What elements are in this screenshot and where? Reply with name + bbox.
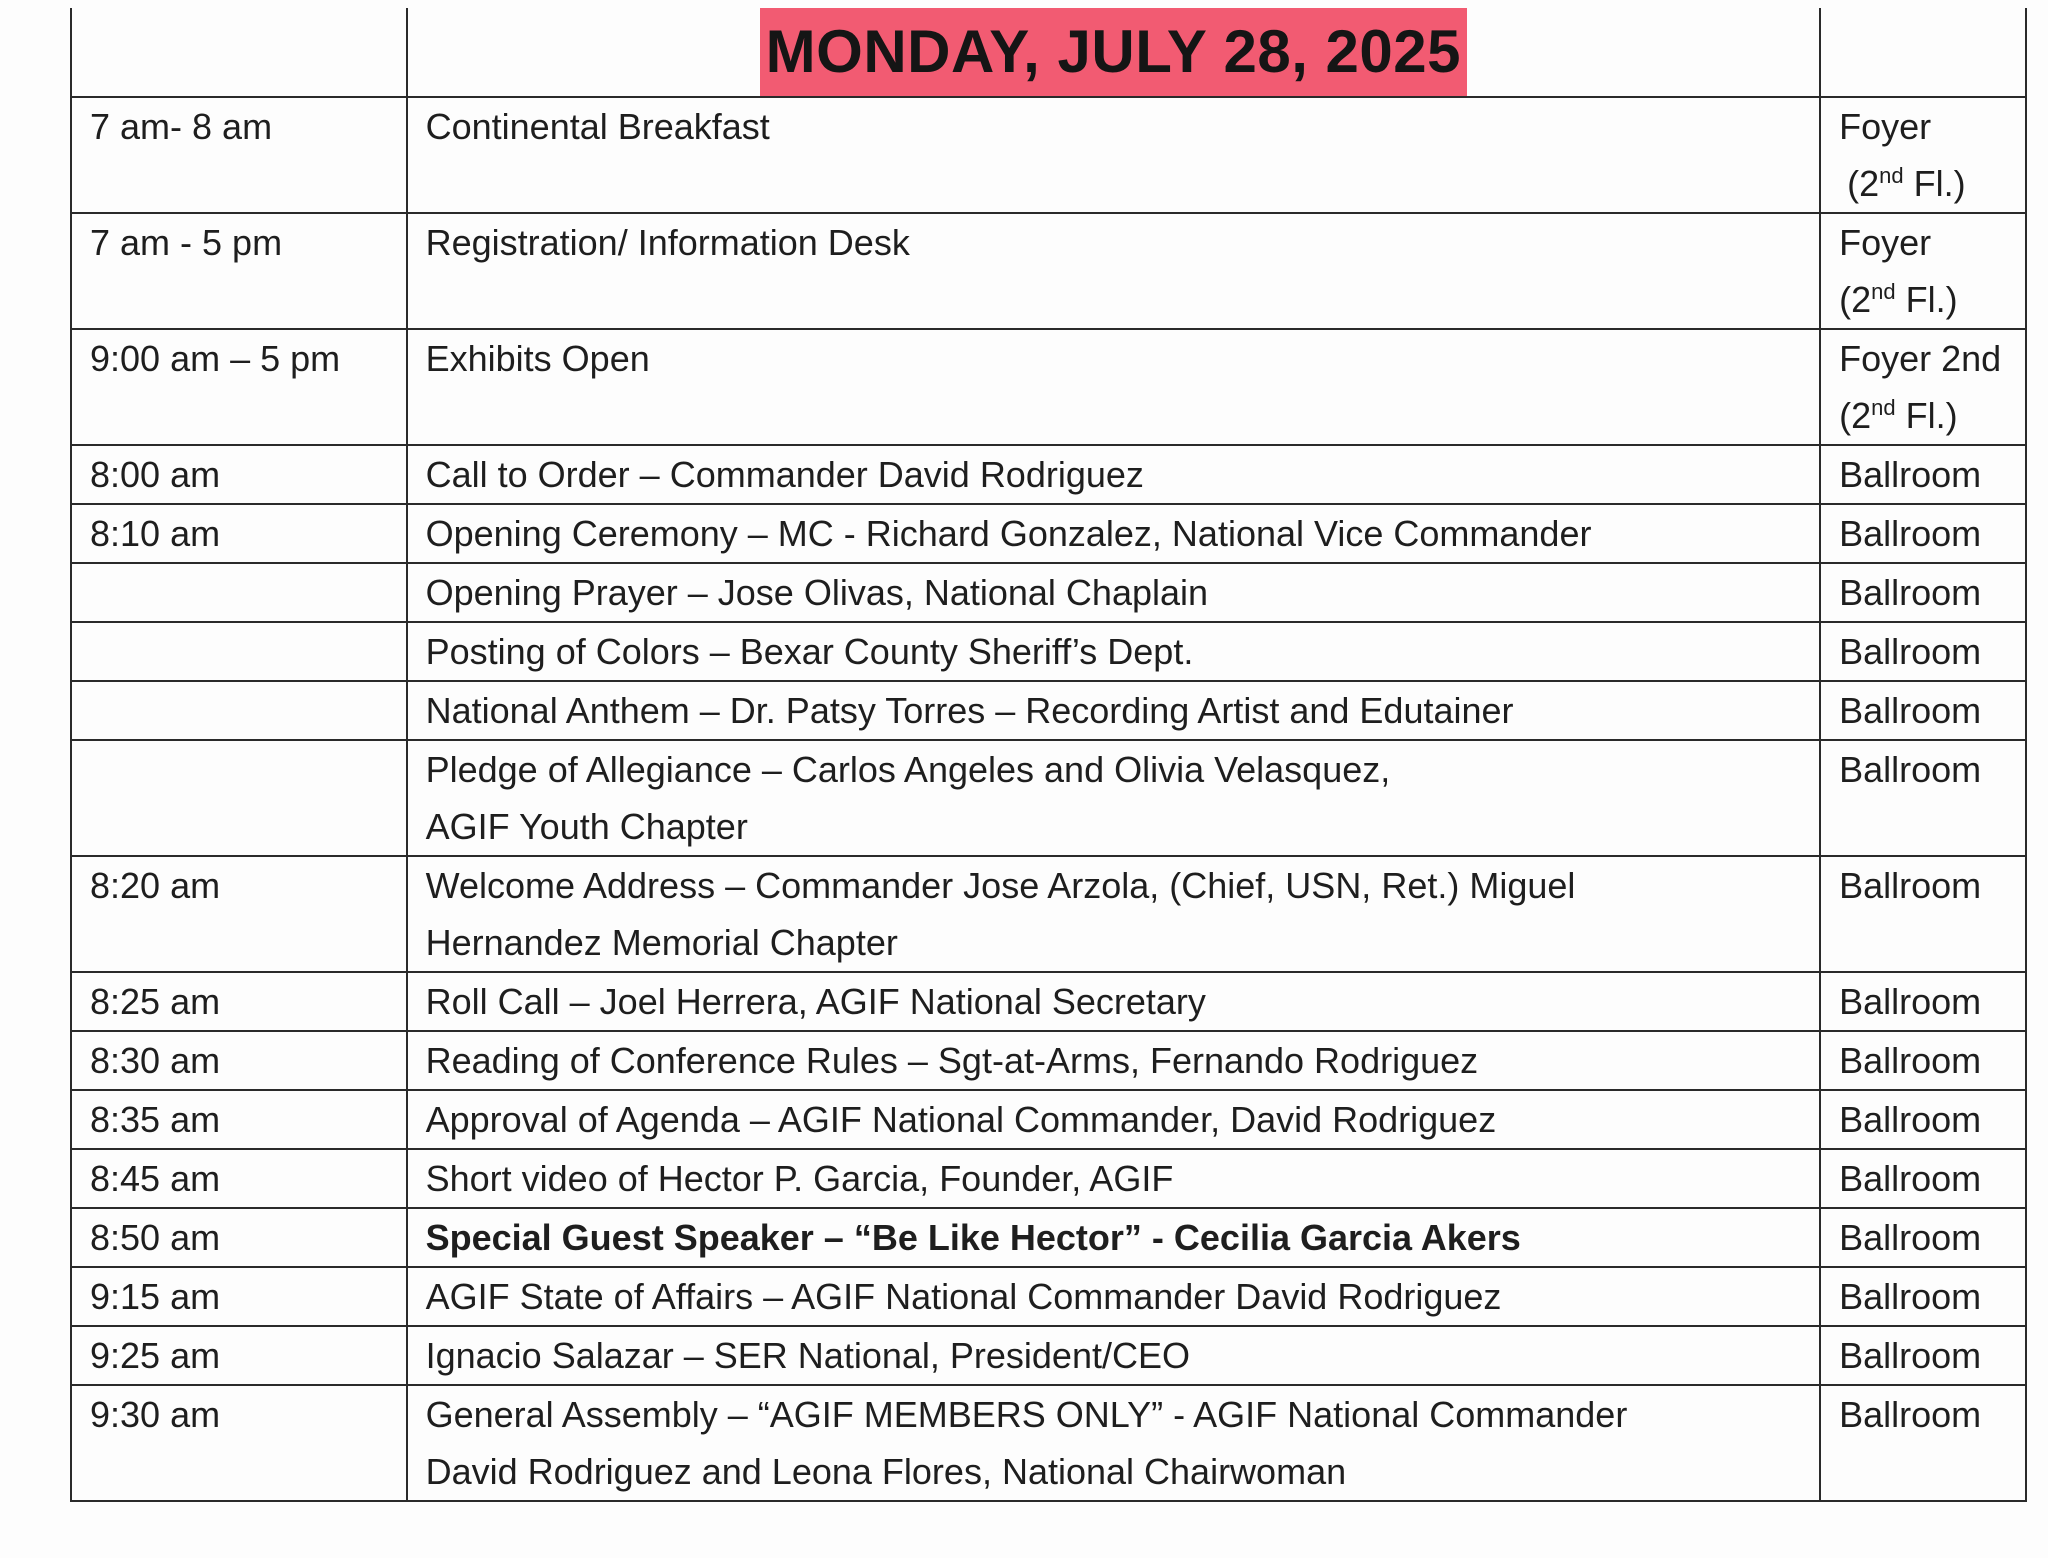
time-cell: 9:25 am bbox=[71, 1326, 407, 1385]
floor-ordinal: nd bbox=[1879, 163, 1904, 188]
location-cell: Ballroom bbox=[1820, 504, 2026, 563]
table-row bbox=[71, 97, 2026, 213]
time-cell: 7 am - 5 pm bbox=[71, 213, 407, 329]
location-line: Foyer bbox=[1839, 222, 1932, 263]
location-floor bbox=[1839, 155, 2025, 212]
event-cell: Opening Ceremony – MC - Richard Gonzalez, National Vice Commander bbox=[407, 504, 1820, 563]
event-cell: AGIF State of Affairs – AGIF National Commander David Rodriguez bbox=[407, 1267, 1820, 1326]
table-row bbox=[71, 213, 2026, 329]
table-row bbox=[71, 1031, 2026, 1090]
event-line: Welcome Address – Commander Jose Arzola, (Chief, USN, Ret.) Miguel bbox=[425, 865, 1576, 906]
table-row bbox=[71, 1208, 2026, 1267]
time-cell: 8:10 am bbox=[71, 504, 407, 563]
event-cell: Opening Prayer – Jose Olivas, National Chaplain bbox=[407, 563, 1820, 622]
event-cell: Continental Breakfast bbox=[407, 97, 1820, 213]
header-date-cell bbox=[407, 8, 1820, 97]
location-cell: Ballroom bbox=[1820, 1031, 2026, 1090]
location-cell: Ballroom bbox=[1820, 740, 2026, 856]
floor-prefix: (2 bbox=[1847, 163, 1880, 204]
floor-ordinal: nd bbox=[1871, 279, 1896, 304]
event-cell: Exhibits Open bbox=[407, 329, 1820, 445]
location-cell: Ballroom bbox=[1820, 563, 2026, 622]
table-row bbox=[71, 1326, 2026, 1385]
table-row bbox=[71, 1267, 2026, 1326]
table-header-row bbox=[71, 8, 2026, 97]
event-cell bbox=[407, 740, 1820, 856]
floor-ordinal: nd bbox=[1871, 395, 1896, 420]
table-row bbox=[71, 740, 2026, 856]
time-cell: 8:50 am bbox=[71, 1208, 407, 1267]
location-cell: Ballroom bbox=[1820, 1090, 2026, 1149]
time-cell: 8:00 am bbox=[71, 445, 407, 504]
event-cell: National Anthem – Dr. Patsy Torres – Recording Artist and Edutainer bbox=[407, 681, 1820, 740]
event-line: Hernandez Memorial Chapter bbox=[425, 922, 898, 963]
event-cell bbox=[407, 1385, 1820, 1501]
event-line: AGIF Youth Chapter bbox=[425, 806, 748, 847]
floor-suffix: Fl.) bbox=[1903, 163, 1966, 204]
event-cell: Posting of Colors – Bexar County Sheriff’s Dept. bbox=[407, 622, 1820, 681]
table-row bbox=[71, 622, 2026, 681]
table-row bbox=[71, 856, 2026, 972]
location-cell: Ballroom bbox=[1820, 1208, 2026, 1267]
time-cell bbox=[71, 740, 407, 856]
event-line: General Assembly – “AGIF MEMBERS ONLY” - AGIF National Commander bbox=[425, 1394, 1628, 1435]
location-cell: Ballroom bbox=[1820, 681, 2026, 740]
time-cell: 9:30 am bbox=[71, 1385, 407, 1501]
event-cell: Call to Order – Commander David Rodriguez bbox=[407, 445, 1820, 504]
table-row bbox=[71, 1385, 2026, 1501]
event-cell bbox=[407, 856, 1820, 972]
location-cell bbox=[1820, 97, 2026, 213]
location-cell bbox=[1820, 213, 2026, 329]
time-cell: 8:20 am bbox=[71, 856, 407, 972]
location-cell: Ballroom bbox=[1820, 1385, 2026, 1501]
event-cell-highlighted: Special Guest Speaker – “Be Like Hector” - Cecilia Garcia Akers bbox=[407, 1208, 1820, 1267]
location-cell: Ballroom bbox=[1820, 856, 2026, 972]
time-cell bbox=[71, 622, 407, 681]
location-cell: Ballroom bbox=[1820, 445, 2026, 504]
event-cell: Registration/ Information Desk bbox=[407, 213, 1820, 329]
floor-prefix: (2 bbox=[1839, 279, 1872, 320]
location-cell bbox=[1820, 329, 2026, 445]
header-location-cell bbox=[1820, 8, 2026, 97]
time-cell: 7 am- 8 am bbox=[71, 97, 407, 213]
table-row bbox=[71, 681, 2026, 740]
location-cell: Ballroom bbox=[1820, 1326, 2026, 1385]
event-line: David Rodriguez and Leona Flores, National Chairwoman bbox=[425, 1451, 1347, 1492]
time-cell: 9:15 am bbox=[71, 1267, 407, 1326]
time-cell: 9:00 am – 5 pm bbox=[71, 329, 407, 445]
location-line: Foyer bbox=[1839, 106, 1932, 147]
event-line: Pledge of Allegiance – Carlos Angeles and Olivia Velasquez, bbox=[425, 749, 1391, 790]
agenda-table bbox=[70, 8, 2027, 1502]
time-cell bbox=[71, 563, 407, 622]
location-floor bbox=[1839, 271, 2025, 328]
location-line: Foyer 2nd bbox=[1839, 338, 2002, 379]
location-cell: Ballroom bbox=[1820, 1267, 2026, 1326]
location-floor bbox=[1839, 387, 2025, 444]
floor-suffix: Fl.) bbox=[1895, 279, 1958, 320]
event-cell: Reading of Conference Rules – Sgt-at-Arms, Fernando Rodriguez bbox=[407, 1031, 1820, 1090]
date-title: MONDAY, JULY 28, 2025 bbox=[760, 8, 1467, 96]
table-row bbox=[71, 329, 2026, 445]
event-cell: Approval of Agenda – AGIF National Commander, David Rodriguez bbox=[407, 1090, 1820, 1149]
table-row bbox=[71, 445, 2026, 504]
location-cell: Ballroom bbox=[1820, 622, 2026, 681]
location-cell: Ballroom bbox=[1820, 972, 2026, 1031]
floor-suffix: Fl.) bbox=[1895, 395, 1958, 436]
location-cell: Ballroom bbox=[1820, 1149, 2026, 1208]
table-row bbox=[71, 1090, 2026, 1149]
event-cell: Ignacio Salazar – SER National, President/CEO bbox=[407, 1326, 1820, 1385]
table-row bbox=[71, 504, 2026, 563]
floor-prefix: (2 bbox=[1839, 395, 1872, 436]
table-row bbox=[71, 1149, 2026, 1208]
time-cell: 8:35 am bbox=[71, 1090, 407, 1149]
time-cell: 8:45 am bbox=[71, 1149, 407, 1208]
time-cell: 8:25 am bbox=[71, 972, 407, 1031]
table-row bbox=[71, 563, 2026, 622]
header-time-cell bbox=[71, 8, 407, 97]
table-row bbox=[71, 972, 2026, 1031]
time-cell bbox=[71, 681, 407, 740]
event-cell: Short video of Hector P. Garcia, Founder, AGIF bbox=[407, 1149, 1820, 1208]
event-cell: Roll Call – Joel Herrera, AGIF National Secretary bbox=[407, 972, 1820, 1031]
time-cell: 8:30 am bbox=[71, 1031, 407, 1090]
